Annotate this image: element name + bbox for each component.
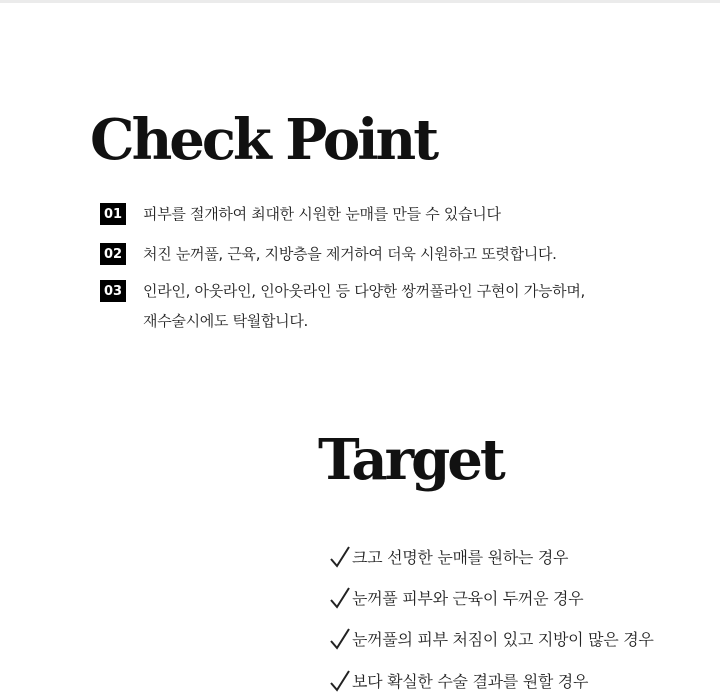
target-title: Target xyxy=(318,427,503,493)
target-text: 보다 확실한 수술 결과를 원할 경우 xyxy=(352,672,589,691)
check-point-title: Check Point xyxy=(90,107,437,173)
text-line: 처진 눈꺼풀, 근육, 지방층을 제거하여 더욱 시원하고 또렷합니다. xyxy=(143,245,557,263)
item-number-badge: 01 xyxy=(100,203,126,225)
target-text: 눈꺼풀 피부와 근육이 두꺼운 경우 xyxy=(352,589,584,608)
text-line: 피부를 절개하여 최대한 시원한 눈매를 만들 수 있습니다 xyxy=(143,205,501,223)
text-line: 재수술시에도 탁월합니다. xyxy=(143,312,309,330)
target-item-2 xyxy=(330,587,583,609)
check-point-item-1 xyxy=(100,203,501,229)
checkmark-icon xyxy=(330,628,350,650)
target-text: 크고 선명한 눈매를 원하는 경우 xyxy=(352,548,569,567)
target-item-3 xyxy=(330,628,654,650)
check-point-item-3 xyxy=(100,280,585,336)
check-point-item-2 xyxy=(100,243,557,269)
target-item-4 xyxy=(330,670,588,692)
checkmark-icon xyxy=(330,546,350,568)
checkmark-icon xyxy=(330,587,350,609)
text-line: 인라인, 아웃라인, 인아웃라인 등 다양한 쌍꺼풀라인 구현이 가능하며, xyxy=(143,282,586,300)
check-point-text xyxy=(143,239,557,269)
item-number-badge: 03 xyxy=(100,280,126,302)
target-item-1 xyxy=(330,546,568,568)
target-text: 눈꺼풀의 피부 처짐이 있고 지방이 많은 경우 xyxy=(352,630,654,649)
check-point-text xyxy=(143,199,501,229)
item-number-badge: 02 xyxy=(100,243,126,265)
top-divider xyxy=(0,0,720,3)
checkmark-icon xyxy=(330,670,350,692)
check-point-text xyxy=(143,276,585,336)
